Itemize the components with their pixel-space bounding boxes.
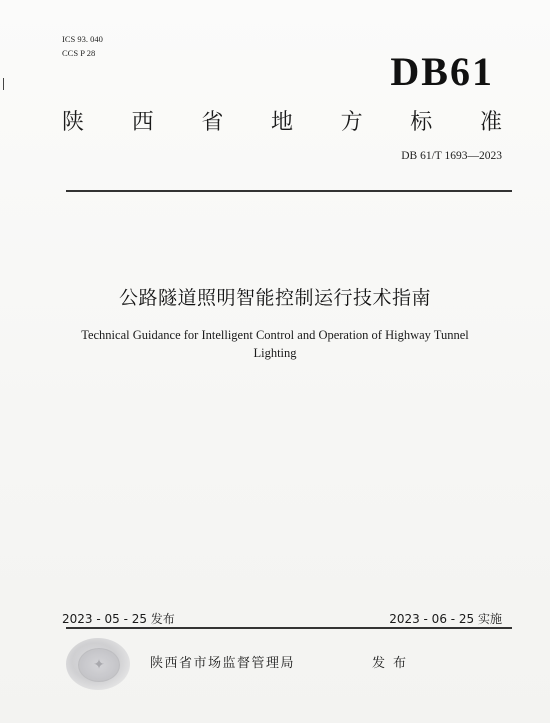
standard-type-char: 省 [201, 110, 224, 135]
publish-label: 发布 [372, 656, 415, 671]
ccs-code: CCS P 28 [62, 48, 96, 58]
header-divider [66, 190, 512, 192]
standard-number: DB 61/T 1693—2023 [401, 150, 502, 162]
standard-logo: DB61 [390, 49, 494, 94]
seal-emblem [78, 648, 120, 682]
standard-type-char: 标 [410, 110, 433, 135]
standard-type-char: 准 [479, 110, 502, 135]
ics-code: ICS 93. 040 [62, 34, 103, 44]
document-title-english-line1: Technical Guidance for Intelligent Control and Operation of Highway Tunnel [81, 328, 469, 342]
issuing-authority: 陕西省市场监督管理局 [150, 656, 296, 671]
seal-star-icon: ✦ [93, 657, 105, 673]
implementation-date: 2023 - 06 - 25 实施 [389, 612, 502, 626]
footer-divider [66, 627, 512, 629]
standard-type-char: 方 [340, 110, 363, 135]
issue-date: 2023 - 05 - 25 发布 [62, 612, 175, 626]
standard-type-char: 陕 [62, 110, 85, 135]
scan-edge-mark [3, 78, 4, 90]
document-title-chinese: 公路隧道照明智能控制运行技术指南 [118, 287, 431, 309]
standard-type-char: 西 [131, 110, 154, 135]
standard-type-char: 地 [270, 110, 293, 135]
document-title-english-line2: Lighting [253, 346, 297, 360]
official-seal-icon [66, 638, 130, 690]
standard-type-heading [62, 108, 502, 138]
